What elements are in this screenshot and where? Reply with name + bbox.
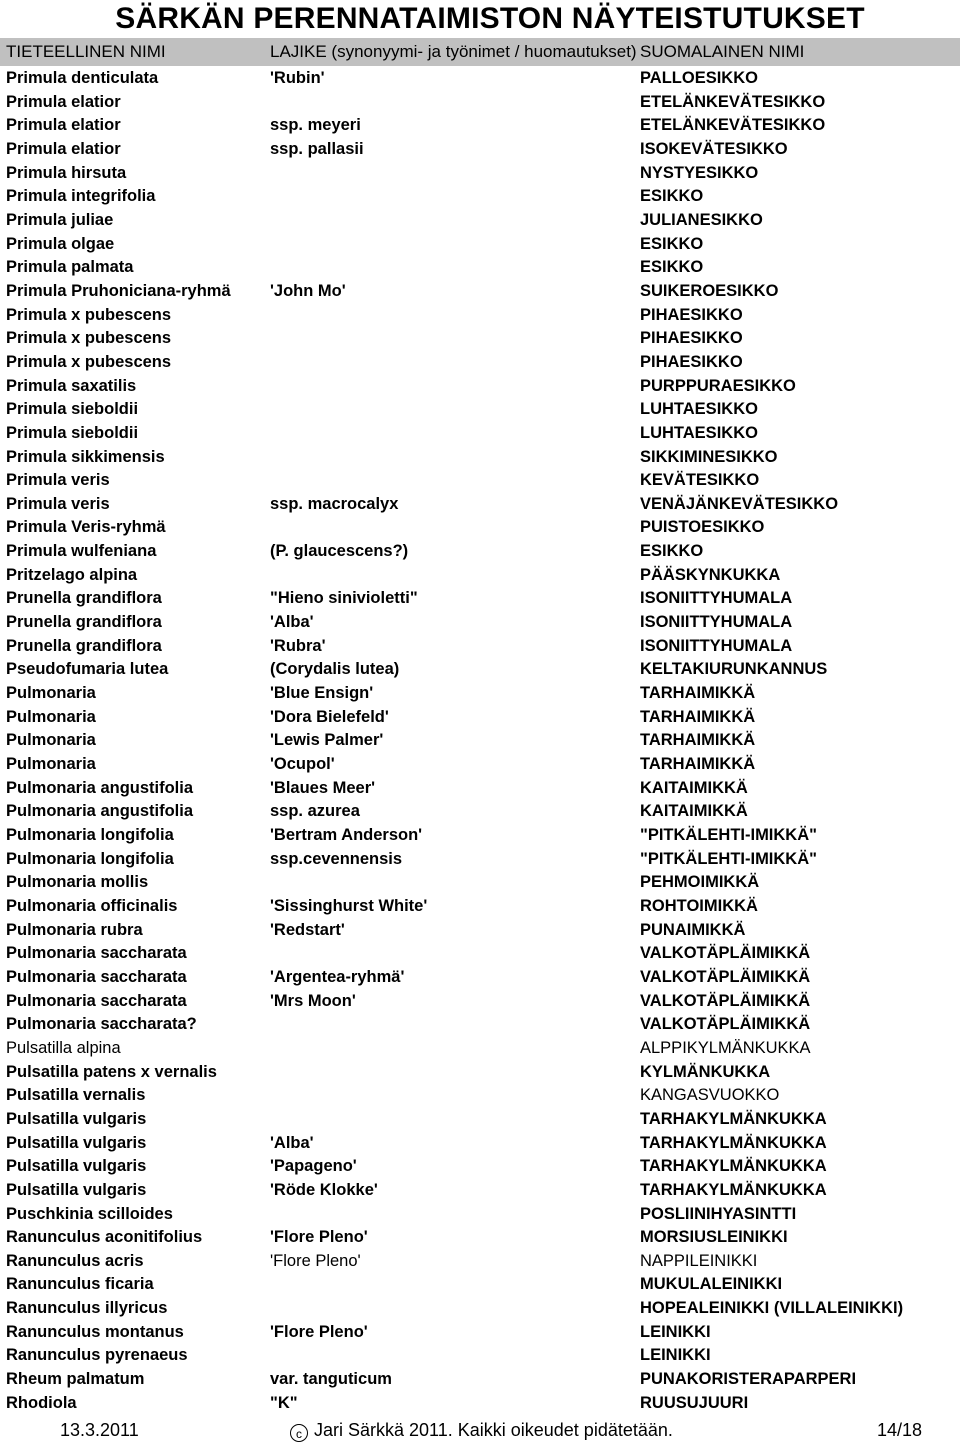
- table-row: [0, 185, 960, 209]
- finnish-name-cell: TARHAIMIKKÄ: [640, 731, 756, 750]
- scientific-name-cell: Ranunculus acris: [6, 1251, 144, 1270]
- cultivar-cell: ssp.cevennensis: [270, 849, 403, 868]
- finnish-name-cell: ALPPIKYLMÄNKUKKA: [640, 1038, 811, 1057]
- finnish-name-cell: ETELÄNKEVÄTESIKKO: [640, 116, 826, 135]
- finnish-name-cell: PIHAESIKKO: [640, 352, 743, 371]
- finnish-name-cell: KEVÄTESIKKO: [640, 471, 760, 490]
- scientific-name-cell: Primula veris: [6, 471, 110, 490]
- scientific-name-cell: Primula elatior: [6, 139, 121, 158]
- finnish-name-cell: HOPEALEINIKKI (VILLALEINIKKI): [640, 1299, 904, 1318]
- finnish-name-cell: "PITKÄLEHTI-IMIKKÄ": [640, 849, 817, 868]
- finnish-name-cell: MUKULALEINIKKI: [640, 1275, 783, 1294]
- scientific-name-cell: Pulmonaria officinalis: [6, 896, 178, 915]
- table-row: [0, 1392, 960, 1416]
- cultivar-cell: 'Argentea-ryhmä': [270, 967, 405, 986]
- scientific-name-cell: Puschkinia scilloides: [6, 1204, 173, 1223]
- scientific-name-cell: Pulmonaria mollis: [6, 873, 149, 892]
- scientific-name-cell: Pulsatilla vernalis: [6, 1086, 146, 1105]
- cultivar-cell: 'Sissinghurst White': [270, 896, 428, 915]
- table-row: [0, 1297, 960, 1321]
- scientific-name-cell: Pulmonaria: [6, 707, 96, 726]
- scientific-name-cell: Primula x pubescens: [6, 329, 172, 348]
- finnish-name-cell: PUNAKORISTERAPARPERI: [640, 1370, 857, 1389]
- table-row: [0, 233, 960, 257]
- cultivar-cell: "K": [270, 1393, 298, 1412]
- finnish-name-cell: ESIKKO: [640, 258, 704, 277]
- scientific-name-cell: Primula juliae: [6, 210, 114, 229]
- finnish-name-cell: PUISTOESIKKO: [640, 518, 765, 537]
- table-row: [0, 682, 960, 706]
- scientific-name-cell: Ranunculus montanus: [6, 1322, 184, 1341]
- finnish-name-cell: RUUSUJUURI: [640, 1393, 749, 1412]
- finnish-name-cell: LEINIKKI: [640, 1322, 711, 1341]
- scientific-name-cell: Prunella grandiflora: [6, 589, 162, 608]
- table-row: [0, 209, 960, 233]
- scientific-name-cell: Primula x pubescens: [6, 305, 172, 324]
- scientific-name-cell: Ranunculus illyricus: [6, 1299, 168, 1318]
- scientific-name-cell: Pulsatilla vulgaris: [6, 1180, 147, 1199]
- finnish-name-cell: ESIKKO: [640, 234, 704, 253]
- footer-copyright-text: Jari Särkkä 2011. Kaikki oikeudet pidätetään.: [314, 1420, 673, 1440]
- scientific-name-cell: Pulmonaria: [6, 731, 96, 750]
- table-row: [0, 895, 960, 919]
- cultivar-cell: 'Ocupol': [270, 755, 335, 774]
- scientific-name-cell: Primula elatior: [6, 92, 121, 111]
- finnish-name-cell: NAPPILEINIKKI: [640, 1251, 758, 1270]
- scientific-name-cell: Pulsatilla patens x vernalis: [6, 1062, 217, 1081]
- table-row: [0, 1226, 960, 1250]
- cultivar-cell: 'Flore Pleno': [270, 1228, 368, 1247]
- table-header: [0, 38, 960, 66]
- footer-date: 13.3.2011: [60, 1420, 139, 1440]
- cultivar-cell: 'Alba': [270, 1133, 314, 1152]
- footer-copyright: [290, 1420, 673, 1442]
- table-row: [0, 824, 960, 848]
- cultivar-cell: 'Blaues Meer': [270, 778, 376, 797]
- header-scientific-name: TIETEELLINEN NIMI: [6, 42, 166, 61]
- scientific-name-cell: Pulmonaria saccharata: [6, 967, 187, 986]
- finnish-name-cell: VALKOTÄPLÄIMIKKÄ: [640, 1015, 811, 1034]
- scientific-name-cell: Primula Veris-ryhmä: [6, 518, 166, 537]
- finnish-name-cell: TARHAKYLMÄNKUKKA: [640, 1133, 827, 1152]
- table-row: [0, 1179, 960, 1203]
- cultivar-cell: ssp. azurea: [270, 802, 360, 821]
- table-row: [0, 256, 960, 280]
- scientific-name-cell: Pulmonaria angustifolia: [6, 802, 194, 821]
- finnish-name-cell: TARHAKYLMÄNKUKKA: [640, 1157, 827, 1176]
- scientific-name-cell: Primula palmata: [6, 258, 134, 277]
- table-row: [0, 587, 960, 611]
- finnish-name-cell: KYLMÄNKUKKA: [640, 1062, 771, 1081]
- cultivar-cell: ssp. meyeri: [270, 116, 361, 135]
- cultivar-cell: 'Mrs Moon': [270, 991, 356, 1010]
- cultivar-cell: 'Bertram Anderson': [270, 826, 423, 844]
- copyright-icon: c: [290, 1424, 308, 1442]
- scientific-name-cell: Primula olgae: [6, 234, 115, 253]
- finnish-name-cell: VENÄJÄNKEVÄTESIKKO: [640, 494, 839, 513]
- finnish-name-cell: TARHAKYLMÄNKUKKA: [640, 1109, 827, 1128]
- scientific-name-cell: Pritzelago alpina: [6, 565, 138, 584]
- cultivar-cell: 'Redstart': [270, 920, 345, 939]
- finnish-name-cell: ISONIITTYHUMALA: [640, 613, 793, 632]
- finnish-name-cell: ETELÄNKEVÄTESIKKO: [640, 92, 826, 111]
- header-cultivar: LAJIKE (synonyymi- ja työnimet / huomautukset): [270, 42, 637, 61]
- scientific-name-cell: Pulmonaria longifolia: [6, 849, 174, 868]
- scientific-name-cell: Pulmonaria saccharata?: [6, 1015, 197, 1034]
- finnish-name-cell: PIHAESIKKO: [640, 329, 743, 348]
- finnish-name-cell: NYSTYESIKKO: [640, 163, 759, 182]
- scientific-name-cell: Primula veris: [6, 494, 110, 513]
- scientific-name-cell: Pulmonaria longifolia: [6, 826, 174, 844]
- table-row: [0, 351, 960, 375]
- cultivar-cell: 'Papageno': [270, 1157, 357, 1176]
- finnish-name-cell: SUIKEROESIKKO: [640, 281, 779, 300]
- table-row: [0, 398, 960, 422]
- table-row: [0, 1061, 960, 1085]
- scientific-name-cell: Primula sikkimensis: [6, 447, 165, 466]
- table-row: [0, 91, 960, 115]
- finnish-name-cell: PÄÄSKYNKUKKA: [640, 565, 781, 584]
- cultivar-cell: 'Blue Ensign': [270, 684, 374, 703]
- scientific-name-cell: Pulmonaria angustifolia: [6, 778, 194, 797]
- table-row: [0, 848, 960, 872]
- table-row: [0, 1108, 960, 1132]
- finnish-name-cell: PURPPURAESIKKO: [640, 376, 796, 395]
- cultivar-cell: 'Flore Pleno': [270, 1322, 368, 1341]
- table-row: [0, 919, 960, 943]
- scientific-name-cell: Pulsatilla alpina: [6, 1038, 121, 1057]
- scientific-name-cell: Primula Pruhoniciana-ryhmä: [6, 281, 231, 300]
- finnish-name-cell: JULIANESIKKO: [640, 210, 763, 229]
- table-row: [0, 280, 960, 304]
- table-row: [0, 540, 960, 564]
- finnish-name-cell: ISOKEVÄTESIKKO: [640, 139, 788, 158]
- scientific-name-cell: Primula sieboldii: [6, 400, 139, 419]
- finnish-name-cell: LUHTAESIKKO: [640, 400, 758, 419]
- finnish-name-cell: PIHAESIKKO: [640, 305, 743, 324]
- cultivar-cell: 'Dora Bielefeld': [270, 707, 389, 726]
- table-row: [0, 753, 960, 777]
- scientific-name-cell: Pulmonaria saccharata: [6, 991, 187, 1010]
- scientific-name-cell: Ranunculus ficaria: [6, 1275, 154, 1294]
- plant-table: [0, 67, 960, 1415]
- finnish-name-cell: PEHMOIMIKKÄ: [640, 873, 760, 892]
- table-row: [0, 446, 960, 470]
- finnish-name-cell: TARHAKYLMÄNKUKKA: [640, 1180, 827, 1199]
- cultivar-cell: ssp. pallasii: [270, 139, 364, 158]
- finnish-name-cell: VALKOTÄPLÄIMIKKÄ: [640, 991, 811, 1010]
- table-row: [0, 1203, 960, 1227]
- table-row: [0, 1155, 960, 1179]
- finnish-name-cell: POSLIINIHYASINTTI: [640, 1204, 797, 1223]
- table-row: [0, 800, 960, 824]
- table-row: [0, 1037, 960, 1061]
- table-row: [0, 777, 960, 801]
- table-row: [0, 1273, 960, 1297]
- cultivar-cell: 'John Mo': [270, 281, 346, 300]
- scientific-name-cell: Pulmonaria saccharata: [6, 944, 187, 963]
- finnish-name-cell: TARHAIMIKKÄ: [640, 755, 756, 774]
- finnish-name-cell: VALKOTÄPLÄIMIKKÄ: [640, 967, 811, 986]
- table-row: [0, 1132, 960, 1156]
- page-footer: [0, 1418, 960, 1442]
- cultivar-cell: (P. glaucescens?): [270, 542, 409, 561]
- table-row: [0, 138, 960, 162]
- cultivar-cell: (Corydalis lutea): [270, 660, 400, 679]
- table-row: [0, 658, 960, 682]
- scientific-name-cell: Pulmonaria rubra: [6, 920, 143, 939]
- page-title: SÄRKÄN PERENNATAIMISTON NÄYTEISTUTUKSET: [115, 2, 865, 35]
- scientific-name-cell: Primula denticulata: [6, 69, 159, 87]
- table-row: [0, 422, 960, 446]
- table-row: [0, 729, 960, 753]
- scientific-name-cell: Prunella grandiflora: [6, 613, 162, 632]
- scientific-name-cell: Primula wulfeniana: [6, 542, 157, 561]
- table-row: [0, 375, 960, 399]
- table-row: [0, 516, 960, 540]
- finnish-name-cell: ESIKKO: [640, 187, 704, 206]
- finnish-name-cell: KELTAKIURUNKANNUS: [640, 660, 828, 679]
- table-row: [0, 1368, 960, 1392]
- table-row: [0, 871, 960, 895]
- finnish-name-cell: TARHAIMIKKÄ: [640, 707, 756, 726]
- scientific-name-cell: Pulmonaria: [6, 755, 96, 774]
- cultivar-cell: 'Lewis Palmer': [270, 731, 384, 750]
- finnish-name-cell: TARHAIMIKKÄ: [640, 684, 756, 703]
- cultivar-cell: 'Röde Klokke': [270, 1180, 378, 1199]
- table-row: [0, 1084, 960, 1108]
- finnish-name-cell: VALKOTÄPLÄIMIKKÄ: [640, 944, 811, 963]
- table-row: [0, 706, 960, 730]
- cultivar-cell: ssp. macrocalyx: [270, 494, 399, 513]
- scientific-name-cell: Pulmonaria: [6, 684, 96, 703]
- table-row: [0, 942, 960, 966]
- finnish-name-cell: ROHTOIMIKKÄ: [640, 896, 758, 915]
- cultivar-cell: 'Flore Pleno': [270, 1251, 361, 1270]
- finnish-name-cell: ISONIITTYHUMALA: [640, 636, 793, 655]
- table-row: [0, 493, 960, 517]
- finnish-name-cell: PUNAIMIKKÄ: [640, 920, 746, 939]
- finnish-name-cell: KAITAIMIKKÄ: [640, 802, 748, 821]
- finnish-name-cell: ISONIITTYHUMALA: [640, 589, 793, 608]
- finnish-name-cell: "PITKÄLEHTI-IMIKKÄ": [640, 826, 817, 844]
- table-row: [0, 564, 960, 588]
- finnish-name-cell: KANGASVUOKKO: [640, 1086, 780, 1105]
- finnish-name-cell: ESIKKO: [640, 542, 704, 561]
- finnish-name-cell: SIKKIMINESIKKO: [640, 447, 778, 466]
- table-row: [0, 1321, 960, 1345]
- table-row: [0, 114, 960, 138]
- header-finnish-name: SUOMALAINEN NIMI: [640, 42, 805, 61]
- cultivar-cell: 'Rubin': [270, 69, 325, 87]
- scientific-name-cell: Primula integrifolia: [6, 187, 156, 206]
- table-row: [0, 67, 960, 91]
- scientific-name-cell: Rhodiola: [6, 1393, 77, 1412]
- scientific-name-cell: Prunella grandiflora: [6, 636, 162, 655]
- table-row: [0, 966, 960, 990]
- table-row: [0, 611, 960, 635]
- scientific-name-cell: Rheum palmatum: [6, 1370, 145, 1389]
- table-row: [0, 327, 960, 351]
- cultivar-cell: 'Alba': [270, 613, 314, 632]
- finnish-name-cell: LEINIKKI: [640, 1346, 711, 1365]
- cultivar-cell: 'Rubra': [270, 636, 326, 655]
- table-row: [0, 1344, 960, 1368]
- cultivar-cell: "Hieno sinivioletti": [270, 589, 418, 608]
- table-row: [0, 990, 960, 1014]
- finnish-name-cell: LUHTAESIKKO: [640, 423, 758, 442]
- scientific-name-cell: Primula sieboldii: [6, 423, 139, 442]
- scientific-name-cell: Pulsatilla vulgaris: [6, 1133, 147, 1152]
- cultivar-cell: var. tanguticum: [270, 1370, 392, 1389]
- scientific-name-cell: Primula x pubescens: [6, 352, 172, 371]
- scientific-name-cell: Primula elatior: [6, 116, 121, 135]
- table-row: [0, 1013, 960, 1037]
- scientific-name-cell: Pulsatilla vulgaris: [6, 1157, 147, 1176]
- finnish-name-cell: MORSIUSLEINIKKI: [640, 1228, 788, 1247]
- scientific-name-cell: Ranunculus pyrenaeus: [6, 1346, 188, 1365]
- scientific-name-cell: Primula saxatilis: [6, 376, 137, 395]
- scientific-name-cell: Pulsatilla vulgaris: [6, 1109, 147, 1128]
- table-row: [0, 1250, 960, 1274]
- scientific-name-cell: Pseudofumaria lutea: [6, 660, 169, 679]
- table-row: [0, 162, 960, 186]
- table-row: [0, 635, 960, 659]
- finnish-name-cell: KAITAIMIKKÄ: [640, 778, 748, 797]
- footer-page-number: 14/18: [877, 1420, 923, 1440]
- table-row: [0, 469, 960, 493]
- scientific-name-cell: Ranunculus aconitifolius: [6, 1228, 203, 1247]
- table-row: [0, 304, 960, 328]
- finnish-name-cell: PALLOESIKKO: [640, 69, 758, 87]
- scientific-name-cell: Primula hirsuta: [6, 163, 127, 182]
